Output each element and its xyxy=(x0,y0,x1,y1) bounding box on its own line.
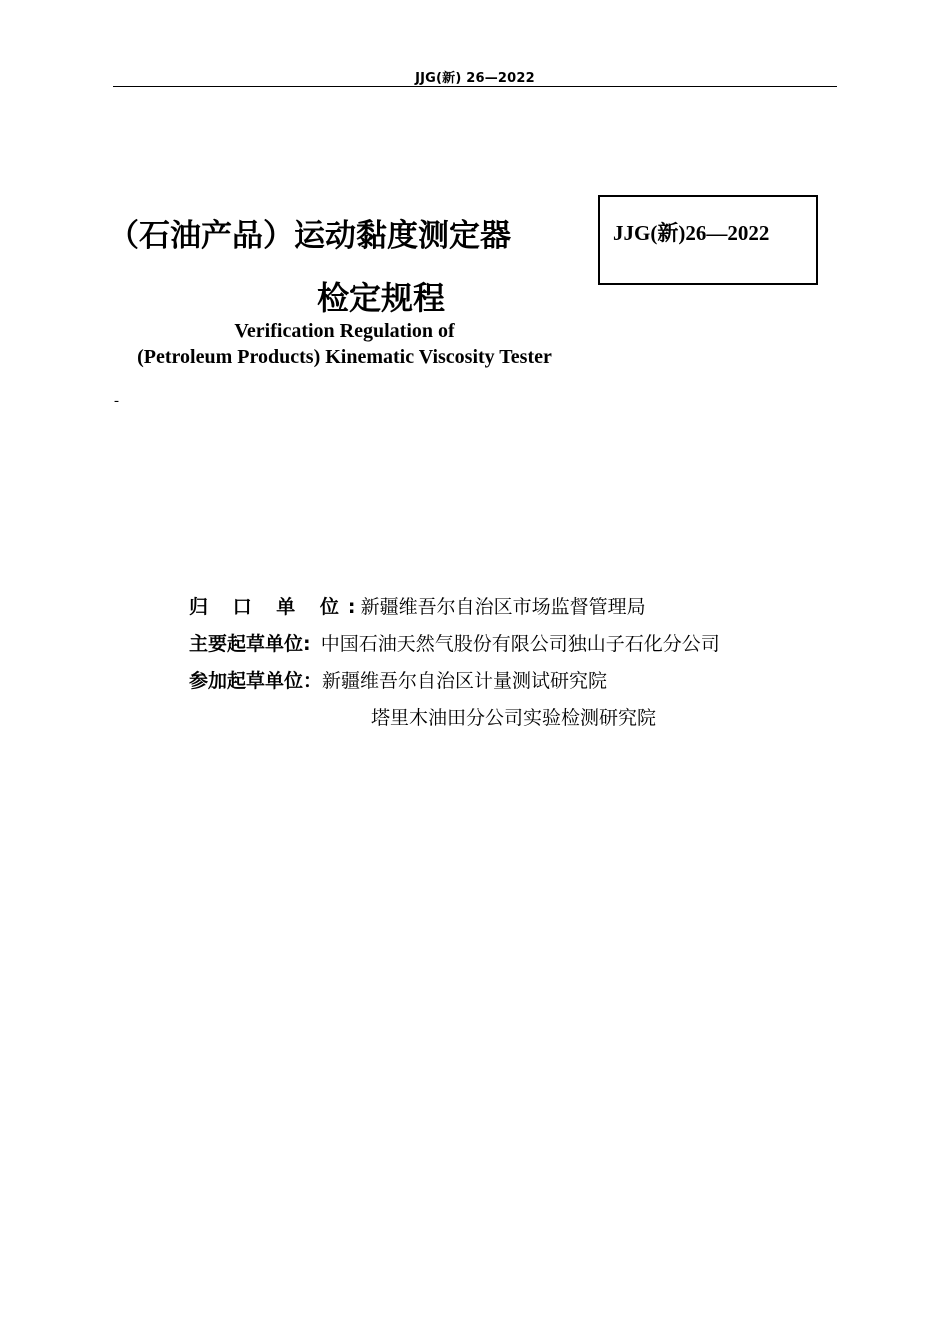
participant-row-1 xyxy=(189,666,720,703)
participant-row-2 xyxy=(189,703,720,740)
drafting-units xyxy=(189,592,720,740)
responsible-unit-value: 新疆维吾尔自治区市场监督管理局 xyxy=(360,596,646,618)
responsible-unit-label: 归 口 单 位 xyxy=(189,596,348,618)
responsible-unit-row xyxy=(189,592,720,629)
regulation-code: JJG(新)26—2022 xyxy=(613,221,770,245)
dash-mark: - xyxy=(114,393,119,409)
participant-label: 参加起草单位 xyxy=(189,670,304,692)
english-title-line-2: (Petroleum Products) Kinematic Viscosity Tester xyxy=(137,346,552,368)
main-drafter-row xyxy=(189,629,720,666)
english-title xyxy=(113,318,576,370)
running-header: JJG(新) 26—2022 xyxy=(415,71,535,86)
main-drafter-label: 主要起草单位 xyxy=(189,633,304,655)
chinese-title-line-2: 检定规程 xyxy=(317,279,446,317)
main-drafter-colon: : xyxy=(303,633,311,655)
participant-value-2: 塔里木油田分公司实验检测研究院 xyxy=(371,707,657,729)
header-rule xyxy=(113,86,837,87)
regulation-code-box xyxy=(598,195,818,285)
main-drafter-value: 中国石油天然气股份有限公司独山子石化分公司 xyxy=(320,633,720,655)
participant-value-1: 新疆维吾尔自治区计量测试研究院 xyxy=(322,670,608,692)
responsible-unit-colon: : xyxy=(347,596,356,618)
participant-colon: ： xyxy=(303,670,323,692)
english-title-line-1: Verification Regulation of xyxy=(234,320,455,342)
chinese-title-line-1: （石油产品）运动黏度测定器 xyxy=(108,218,511,254)
